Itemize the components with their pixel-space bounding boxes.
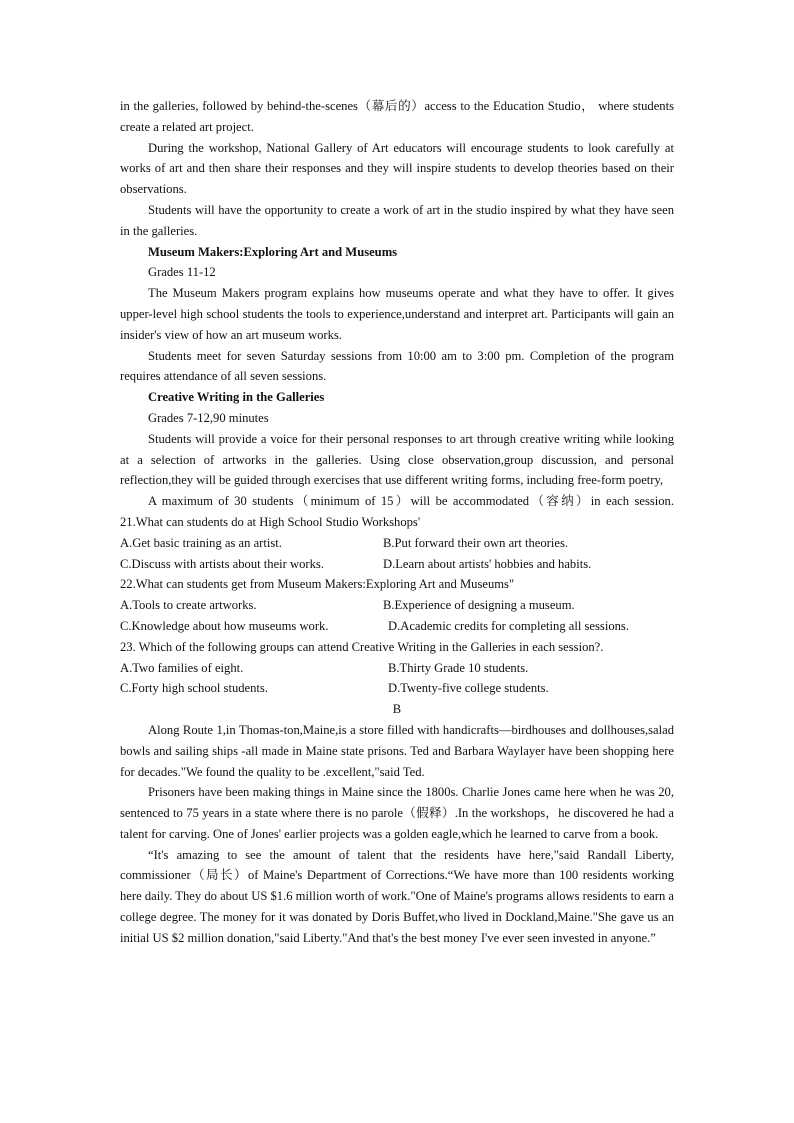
q23-option-b: B.Thirty Grade 10 students.	[388, 660, 529, 675]
q23-option-c: C.Forty high school students.	[120, 681, 268, 696]
passage-a-paragraph-2: During the workshop, National Gallery of Art educators will encourage students to look carefully at works of art and then share their responses and they will inspire students to develop theories based on their observations.	[120, 140, 674, 197]
q22-option-a: A.Tools to create artworks.	[120, 598, 257, 613]
passage-a-paragraph-7: A maximum of 30 students（minimum of 15）will be accommodated（容纳）in each session. 21.What can students do at High School Studio Workshops'	[120, 494, 674, 529]
passage-b-paragraph-2: Prisoners have been making things in Maine since the 1800s. Charlie Jones came here when he was 20, sentenced to 75 years in a state where there is no parole（假释）.In the workshops，he discovered he had a talent for carving. One of Jones' earlier projects was a golden eagle,which he learned to carve from a book.	[120, 785, 674, 841]
q22-options-row-2	[120, 616, 674, 637]
passage-a-paragraph-4: The Museum Makers program explains how museums operate and what they have to offer. It gives upper-level high school students the tools to experience,understand and interpret art. Participants will gain an insider's view of how an art museum works.	[120, 286, 674, 342]
q21-option-d: D.Learn about artists' hobbies and habits.	[383, 556, 592, 571]
passage-a-paragraph-3: Students will have the opportunity to create a work of art in the studio inspired by what they have seen in the galleries.	[120, 202, 674, 238]
q23-option-d: D.Twenty-five college students.	[388, 681, 549, 696]
passage-a-paragraph-1: in the galleries, followed by behind-the-scenes（幕后的）access to the Education Studio， where students create a related art project.	[120, 99, 674, 134]
passage-a-paragraph-5: Students meet for seven Saturday sessions from 10:00 am to 3:00 pm. Completion of the program requires attendance of all seven sessions.	[120, 348, 674, 384]
q23-options-row-2	[120, 678, 674, 699]
q21-option-a: A.Get basic training as an artist.	[120, 535, 282, 550]
passage-a-paragraph-6: Students will provide a voice for their personal responses to art through creative writing while looking at a selection of artworks in the galleries. Using close observation,group discussion, and personal reflection,they will be guided through exercises that use different writing forms, including free-form poetry,	[120, 431, 674, 488]
passage-b-label: B	[392, 702, 402, 717]
museum-makers-heading: Museum Makers:Exploring Art and Museums	[148, 244, 398, 259]
q23-stem: 23. Which of the following groups can attend Creative Writing in the Galleries in each session?.	[120, 639, 604, 654]
q21-option-b: B.Put forward their own art theories.	[383, 535, 569, 550]
creative-writing-heading: Creative Writing in the Galleries	[148, 390, 325, 405]
q22-option-c: C.Knowledge about how museums work.	[120, 618, 329, 633]
passage-b-paragraph-3: “It's amazing to see the amount of talent that the residents have here,"said Randall Liberty, commissioner（局长）of Maine's Department of Corrections.“We have more than 100 residents working here daily. They do about US $1.6 million worth of work."One of Maine's programs allows residents to earn a college degree. The money for it was donated by Doris Buffet,who lived in Dockland,Maine."She gave us an initial US $2 million donation,"said Liberty."And that's the best money I've ever seen invested in anyone.”	[120, 847, 674, 945]
q22-option-b: B.Experience of designing a museum.	[383, 598, 575, 613]
q22-stem: 22.What can students get from Museum Makers:Exploring Art and Museums"	[120, 577, 515, 592]
q21-options-row-1	[120, 533, 674, 554]
passage-b-paragraph-1: Along Route 1,in Thomas-ton,Maine,is a store filled with handicrafts—birdhouses and dollhouses,salad bowls and sailing ships -all made in Maine state prisons. Ted and Barbara Waylayer have been shopping here for decades."We found the quality to be .excellent,"said Ted.	[120, 722, 674, 779]
q22-option-d: D.Academic credits for completing all sessions.	[388, 618, 629, 633]
document-page	[120, 96, 674, 949]
creative-writing-grades: Grades 7-12,90 minutes	[148, 410, 269, 425]
q23-option-a: A.Two families of eight.	[120, 660, 244, 675]
q21-options-row-2	[120, 554, 674, 575]
q21-option-c: C.Discuss with artists about their works.	[120, 556, 324, 571]
museum-makers-grades: Grades 11-12	[148, 265, 216, 280]
q22-options-row-1	[120, 595, 674, 616]
q23-options-row-1	[120, 658, 674, 679]
